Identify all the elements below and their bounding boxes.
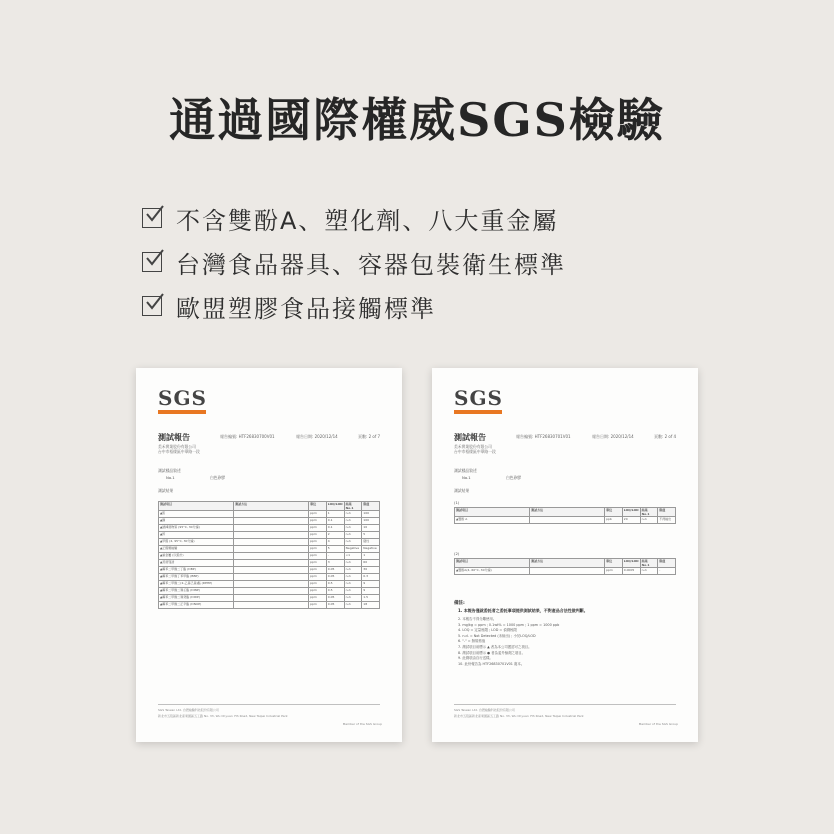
client-address: 台中市梧棲區中華路一段 [158,449,200,454]
table-cell: n.d. [344,511,362,518]
table-cell: ppm [309,567,327,574]
table-cell: ppm [309,560,327,567]
table-cell: 60 [362,560,380,567]
table-header-row [455,508,676,517]
sgs-logo: SGS [158,386,207,410]
footer-member-mark: Member of the SGS Group [638,722,678,726]
table-cell [234,553,309,560]
table-cell: ▲雙酚 A [455,517,530,524]
table-header-row [159,502,380,511]
remark-item: 8. 測試項目前標示 ● 者為委外檢測之項目。 [458,650,526,655]
table-cell [234,574,309,581]
results-table [158,501,380,609]
table-cell: n.d. [344,595,362,602]
remark-item: 4. LOQ = 定量極限 ; LOD = 偵測極限 [458,628,517,633]
sample-label: 測試樣品敘述 [454,468,477,473]
table-cell: n.d. [344,581,362,588]
report-number: 報告編號: HTF26830701V01 [516,434,571,439]
table-row [159,511,380,518]
footer-company: SGS Taiwan Ltd. 台灣檢驗科技股份有限公司 [454,708,515,712]
logo-accent-bar [158,410,206,414]
table-cell [234,581,309,588]
table-cell: Negative [344,546,362,553]
table-cell: 0.5 [326,588,344,595]
section-2-label: (2) [454,551,460,556]
table-cell: n.d. [640,568,658,575]
section-1-label: (1) [454,500,460,505]
report-number: 報告編號: HTF26830700V01 [220,434,275,439]
table-cell: 測試方法 [530,508,605,517]
results-table-1 [454,507,676,524]
table-cell: ▲鎘 [159,518,234,525]
footer-rule [158,704,380,705]
table-cell: 限值 [658,559,676,568]
table-cell [530,517,605,524]
remark-item: 7. 測試項目前標示 ▲ 者為本公司獲認可之項目。 [458,644,532,649]
table-cell: 1 [326,511,344,518]
results-table-2 [454,558,676,575]
table-cell: 10 [362,525,380,532]
table-row [159,560,380,567]
footer-address: 新北市五股區新北產業園區五工路 No. 33, Wu Chyuan 7th Road, New Taipei Industrial Park [158,714,288,718]
table-cell: <1 [344,553,362,560]
checklist-item [142,240,566,284]
client-info [158,444,200,454]
footer-address: 新北市五股區新北產業園區五工路 No. 33, Wu Chyuan 7th Road, New Taipei Industrial Park [454,714,584,718]
table-cell: ppm [309,595,327,602]
table-cell: ppm [309,518,327,525]
table-cell: ppm [309,532,327,539]
table-row [159,602,380,609]
table-cell: 測試項目 [159,502,234,511]
client-address: 台中市梧棲區中華路一段 [454,449,496,454]
table-cell: ▲正醛類檢驗 [159,546,234,553]
table-row [159,588,380,595]
report-page: 頁數: 2 of 7 [358,434,381,439]
table-cell: 0.1 [326,525,344,532]
table-cell [234,567,309,574]
table-row [159,546,380,553]
table-cell: - [326,553,344,560]
table-cell: n.d. [344,539,362,546]
remark-item: 5. n.d. = Not Detected (未檢出) ; 小於LOQ/LOD [458,633,536,638]
checklist-text: 不含雙酚A、塑化劑、八大重金屬 [176,206,559,235]
table-cell: 20 [622,517,640,524]
remark-item: 10. 此份報告為 HTF26830701V01 複本。 [458,661,525,666]
table-cell: LOQ/LOD [622,508,640,517]
table-cell: 結果 No.1 [640,508,658,517]
table-cell: LOQ/LOD [622,559,640,568]
remark-title: 備註: [454,601,465,606]
table-cell: 測試項目 [455,508,530,517]
checkbox-checked-icon [142,208,162,228]
remark-highlight: 1. 本報告僅就委託者之委託事項提供測試結果，不對產品合法性做判斷。 [458,608,588,613]
client-info [454,444,496,454]
table-cell: ppm [309,553,327,560]
table-cell: 3 [326,560,344,567]
table-row [159,567,380,574]
page-title: 通過國際權威SGS檢驗 [169,93,665,147]
logo-accent-bar [454,410,502,414]
table-cell: 5 [326,546,344,553]
report-date: 報告日期: 2020/12/14 [592,434,634,439]
table-cell [234,588,309,595]
client-name: 美禾實業股份有限公司 [158,444,196,449]
table-row [159,574,380,581]
checklist-item [142,196,566,240]
result-label: 測試結果 [158,488,174,493]
table-cell [234,595,309,602]
table-cell: 30 [362,567,380,574]
table-row [159,518,380,525]
table-cell: 0.1 [326,518,344,525]
table-cell: n.d. [344,518,362,525]
table-cell: ▲鄰苯二甲酸丁苯甲酯 (BBP) [159,574,234,581]
result-label: 測試結果 [454,488,470,493]
checklist-item [142,284,566,328]
table-row [159,553,380,560]
remarks-list [458,617,559,667]
table-cell: LOQ/LOD [326,502,344,511]
table-cell [234,511,309,518]
table-cell: 2 [326,532,344,539]
sample-name: 白色矽膠 [210,475,226,480]
sample-name: 白色矽膠 [506,475,522,480]
table-cell: n.d. [344,532,362,539]
table-cell: 5 [362,532,380,539]
table-cell: 18 [362,602,380,609]
table-cell: ppm [309,588,327,595]
footer-rule [454,704,676,705]
remark-item: 3. mg/kg = ppm ; 0.1wt% = 1000 ppm ; 1 ppm = 1000 ppb [458,622,560,627]
table-cell: 測試方法 [234,502,309,511]
table-cell: 0.05 [326,602,344,609]
sgs-report-page-2 [432,368,698,742]
table-cell: 不得檢出 [658,517,676,524]
table-cell: 0.05 [326,595,344,602]
checkbox-checked-icon [142,296,162,316]
table-cell: Negative [362,546,380,553]
table-row [159,595,380,602]
table-cell: ppm [605,568,623,575]
table-cell: 單位 [309,502,327,511]
table-cell: 0.05 [326,567,344,574]
table-cell: ppb [605,517,623,524]
table-cell: 0.3 [362,574,380,581]
table-cell: 結果 No.1 [640,559,658,568]
sgs-report-page-1 [136,368,402,742]
table-cell: 結果 No.1 [344,502,362,511]
table-row [159,532,380,539]
table-cell: ▲鄰苯二甲酸二異壬酯 (DINP) [159,588,234,595]
report-heading: 測試報告 [454,433,486,442]
table-cell [530,568,605,575]
table-cell: 0.05 [326,574,344,581]
table-cell: n.d. [344,567,362,574]
table-cell: ▲雙酚A(4, 60°C, 30分鐘) [455,568,530,575]
table-cell: 9 [362,581,380,588]
table-cell: ▲鋅 [159,532,234,539]
table-cell: ▲鉛 [159,511,234,518]
table-cell: ▲重金屬 (以鉛計) [159,553,234,560]
table-cell: ▲鄰苯二甲酸二丁酯 (DBP) [159,567,234,574]
table-cell: 4 [326,539,344,546]
table-cell: n.d. [344,588,362,595]
table-cell [234,602,309,609]
table-cell: 1 [362,553,380,560]
table-cell: ppm [309,581,327,588]
checklist-text: 台灣食品器具、容器包裝衛生標準 [176,250,566,279]
table-cell: ▲總揮發物質 (95°C, 30分鐘) [159,525,234,532]
table-cell [234,518,309,525]
table-cell: 測試方法 [530,559,605,568]
footer-company: SGS Taiwan Ltd. 台灣檢驗科技股份有限公司 [158,708,219,712]
report-date: 報告日期: 2020/12/14 [296,434,338,439]
table-cell: n.d. [344,525,362,532]
table-row [159,539,380,546]
table-cell [234,532,309,539]
table-cell: 單位 [605,508,623,517]
table-cell: ▲甲醛 (4, 95°C, 30分鐘) [159,539,234,546]
footer-member-mark: Member of the SGS Group [342,722,382,726]
table-cell: ▲鄰苯二甲酸二異癸酯 (DIDP) [159,595,234,602]
table-cell: ▲鄰苯二甲酸二(2-乙基己基)酯 (DEHP) [159,581,234,588]
table-cell: 單位 [605,559,623,568]
sample-no: No.1 [166,475,175,480]
table-cell: ppm [309,511,327,518]
table-header-row [455,559,676,568]
checklist-text: 歐盟塑膠食品接觸標準 [176,294,436,323]
checkbox-checked-icon [142,252,162,272]
client-name: 美禾實業股份有限公司 [454,444,492,449]
table-cell: n.d. [344,574,362,581]
table-cell: 限值 [362,502,380,511]
table-cell: ppm [309,602,327,609]
table-cell: 陰性 [362,539,380,546]
table-cell: 9 [362,588,380,595]
report-heading: 測試報告 [158,433,190,442]
table-cell: n.d. [344,560,362,567]
table-cell: ▲蒸發殘渣 [159,560,234,567]
remark-item: 2. 本報告不得分離使用。 [458,617,497,621]
table-cell [234,560,309,567]
sgs-logo: SGS [454,386,503,410]
remark-item: 6. "-" = 無規格值 [458,639,486,644]
table-row [159,581,380,588]
report-page: 頁數: 2 of 4 [654,434,677,439]
table-cell: n.d. [640,517,658,524]
table-cell: ppm [309,525,327,532]
sample-label: 測試樣品敘述 [158,468,181,473]
sample-no: No.1 [462,475,471,480]
table-row [455,517,676,524]
checklist [142,196,566,328]
table-cell: 測試項目 [455,559,530,568]
table-cell [234,539,309,546]
table-cell: 1.5 [362,595,380,602]
table-cell: - [658,568,676,575]
table-cell: ppm [309,546,327,553]
table-row [455,568,676,575]
table-cell [234,525,309,532]
table-cell: n.d. [344,602,362,609]
remark-item: 9. 此測項由自行送樣。 [458,656,493,661]
table-cell: ppm [309,574,327,581]
table-cell: ▲鄰苯二甲酸二正辛酯 (DNOP) [159,602,234,609]
table-cell: 0.5 [326,581,344,588]
table-cell: 100 [362,511,380,518]
table-cell: 限值 [658,508,676,517]
table-cell [234,546,309,553]
table-cell: 0.0005 [622,568,640,575]
table-row [159,525,380,532]
table-cell: 100 [362,518,380,525]
table-cell: ppm [309,539,327,546]
